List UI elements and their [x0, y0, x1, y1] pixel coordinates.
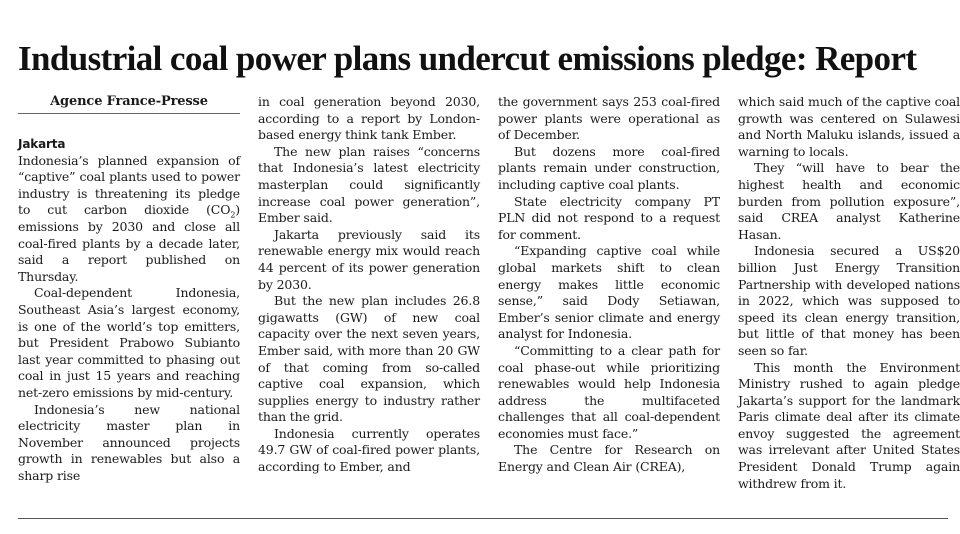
- article-paragraph: in coal generation beyond 2030, according to a report by London-based energy think tank Ember.: [258, 94, 480, 143]
- article-paragraph: Indonesia’s planned expansion of “captive” coal plants used to power industry is threatening its pledge to cut carbon dioxide $(CO_2)$ emissions by 2030 and close all coal-fired plants by a decade later, said a report published on Thursday.: [18, 152, 240, 284]
- article-paragraph: The new plan raises “concerns that Indonesia’s latest electricity masterplan could significantly increase coal power generation”, Ember said.: [258, 143, 480, 226]
- article-paragraph: “Expanding captive coal while global markets shift to clean energy makes little economic sense,” said Dody Setiawan, Ember’s senior climate and energy analyst for Indonesia.: [498, 243, 720, 342]
- article-column-4: [738, 94, 960, 492]
- article-paragraph: They “will have to bear the highest health and economic burden from pollution exposure”, said CREA analyst Katherine Hasan.: [738, 160, 960, 242]
- article-paragraph: But the new plan includes 26.8 gigawatts (GW) of new coal capacity over the next seven years, Ember said, with more than 20 GW of that coming from so-called captive coal expansion, which supplies energy to industry rather than the grid.: [258, 293, 480, 425]
- article-paragraph: Indonesia secured a US$20 billion Just Energy Transition Partnership with developed nations in 2022, which was supposed to speed its clean energy transition, but little of that money has been seen so far.: [738, 243, 960, 358]
- article-paragraph: Indonesia’s new national electricity master plan in November announced projects growth in renewables but also a sharp rise: [18, 401, 240, 483]
- article-paragraph: which said much of the captive coal growth was centered on Sulawesi and North Maluku islands, issued a warning to locals.: [738, 94, 960, 159]
- article-paragraph: The Centre for Research on Energy and Clean Air (CREA),: [498, 442, 720, 475]
- article-paragraph: “Committing to a clear path for coal phase-out while prioritizing renewables would help Indonesia address the multifaceted challenges that all coal-dependent economies must face.”: [498, 342, 720, 441]
- article-paragraph: This month the Environment Ministry rushed to again pledge Jakarta’s support for the landmark Paris climate deal after its climate envoy suggested the agreement was irrelevant after United States President Donald Trump again withdrew from it.: [738, 359, 960, 491]
- article-column-2: [258, 94, 480, 476]
- bottom-divider: [18, 518, 948, 519]
- article-paragraph: Indonesia currently operates 49.7 GW of coal-fired power plants, according to Ember, and: [258, 425, 480, 475]
- article-paragraph: Jakarta previously said its renewable energy mix would reach 44 percent of its power generation by 2030.: [258, 226, 480, 292]
- article-paragraph: Coal-dependent Indonesia, Southeast Asia’s largest economy, is one of the world’s top emitters, but President Prabowo Subianto last year committed to phasing out coal in just 15 years and reaching net-zero emissions by mid-century.: [18, 285, 240, 400]
- article-paragraph: But dozens more coal-fired plants remain under construction, including captive coal plants.: [498, 143, 720, 192]
- article-paragraph: State electricity company PT PLN did not respond to a request for comment.: [498, 193, 720, 242]
- article-dateline: Jakarta: [18, 137, 66, 151]
- article-paragraph: the government says 253 coal-fired power plants were operational as of December.: [498, 94, 720, 143]
- article-column-3: [498, 94, 720, 476]
- article-column-1: [18, 94, 240, 484]
- article-byline: Agence France-Presse: [18, 94, 240, 114]
- article-headline: Industrial coal power plans undercut emissions pledge: Report: [18, 39, 917, 79]
